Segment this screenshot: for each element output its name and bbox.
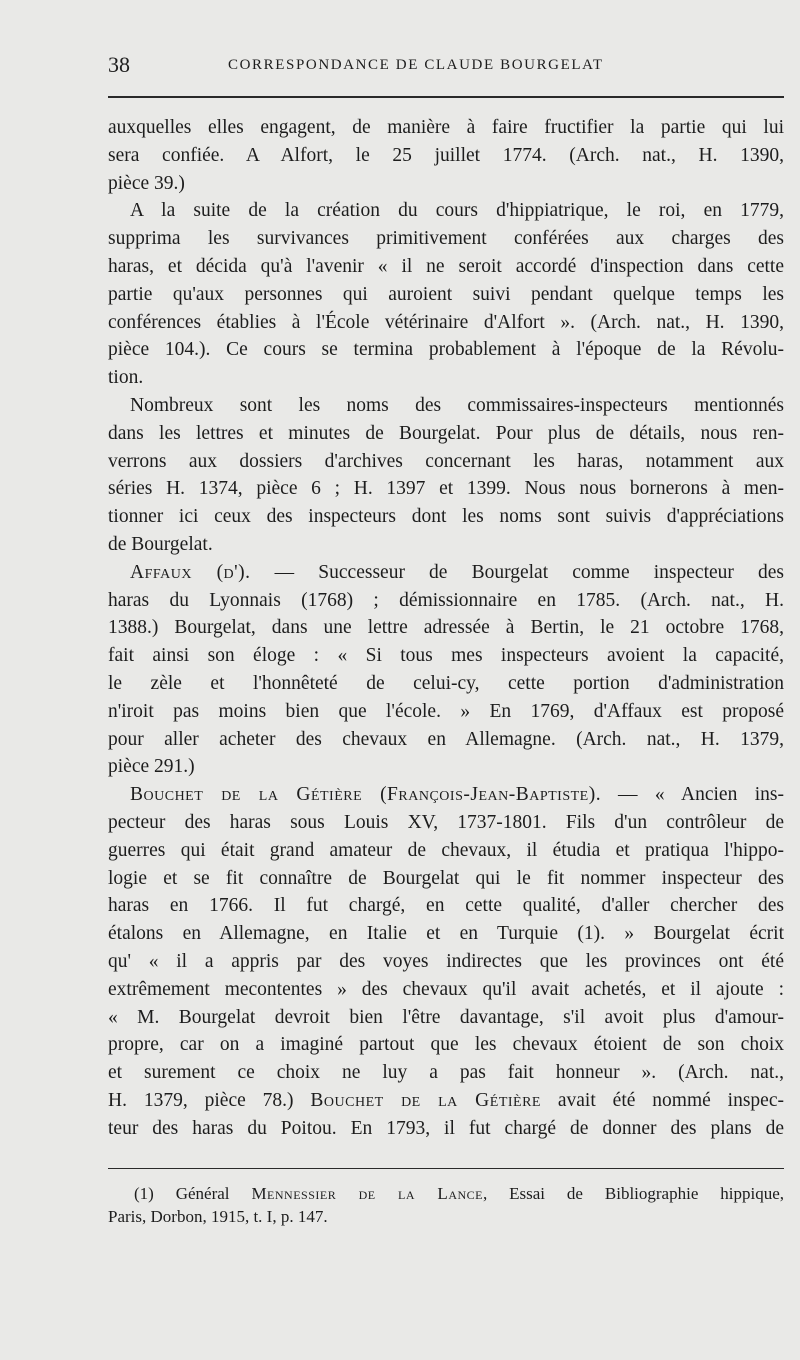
- text-run: . — « Ancien ins-: [595, 784, 784, 806]
- text-run: de Bourgelat.: [108, 533, 213, 555]
- text-line: [108, 392, 784, 420]
- name-smallcaps: Mennessier de la Lance: [251, 1184, 483, 1203]
- text-run: conférences établies à l'École vétérinaire d'Alfort ». (Arch. nat., H. 1390,: [108, 311, 784, 333]
- text-line: [108, 948, 784, 976]
- text-line: [108, 170, 784, 198]
- text-line: [108, 142, 784, 170]
- text-line: [108, 892, 784, 920]
- text-run: (1) Général: [134, 1184, 252, 1203]
- text-line: [108, 753, 784, 781]
- text-run: auxquelles elles engagent, de manière à faire fructifier la partie qui lui: [108, 117, 784, 138]
- text-run: avait été nommé inspec-: [540, 1089, 784, 1111]
- text-run: fait ainsi son éloge : « Si tous mes inspecteurs avoient la capacité,: [108, 645, 784, 667]
- text-line: [108, 1031, 784, 1059]
- text-run: pour aller acheter des chevaux en Allemagne. (Arch. nat., H. 1379,: [108, 728, 784, 750]
- text-run: teur des haras du Poitou. En 1793, il fut chargé de donner des plans de: [108, 1117, 784, 1139]
- text-line: [108, 781, 784, 809]
- text-run: — Successeur de Bourgelat comme inspecteur des: [250, 561, 785, 583]
- text-line: [108, 503, 784, 531]
- text-run: pièce 291.): [108, 756, 195, 778]
- text-run: extrêmement mecontentes » des chevaux qu'il avait achetés, et il ajoute :: [108, 978, 784, 1000]
- text-line: [108, 336, 784, 364]
- page-number: 38: [108, 52, 130, 77]
- text-run: dans les lettres et minutes de Bourgelat. Pour plus de détails, nous ren-: [108, 422, 784, 444]
- text-run: pièce 104.). Ce cours se termina probablement à l'époque de la Révolu-: [108, 339, 784, 361]
- text-line: [108, 1059, 784, 1087]
- text-run: haras en 1766. Il fut chargé, en cette qualité, d'aller chercher des: [108, 895, 784, 917]
- text-line: [108, 698, 784, 726]
- text-run: guerres qui était grand amateur de chevaux, il étudia et pratiqua l'hippo-: [108, 839, 784, 861]
- text-line: [108, 920, 784, 948]
- name-smallcaps: Affaux (d').: [130, 561, 251, 583]
- text-run: et surement ce choix ne luy a pas fait honneur ». (Arch. nat.,: [108, 1062, 784, 1084]
- text-run: 1388.) Bourgelat, dans une lettre adressée à Bertin, le 21 octobre 1768,: [108, 617, 784, 639]
- text-run: qu' « il a appris par des voyes indirectes que les provinces ont été: [108, 950, 784, 972]
- text-run: étalons en Allemagne, en Italie et en Turquie (1). » Bourgelat écrit: [108, 923, 784, 945]
- footnote: [108, 1182, 784, 1228]
- body-text: [108, 114, 784, 1142]
- text-run: pecteur des haras sous Louis XV, 1737-1801. Fils d'un contrôleur de: [108, 811, 784, 833]
- running-title: CORRESPONDANCE DE CLAUDE BOURGELAT: [228, 57, 604, 73]
- text-line: [108, 865, 784, 893]
- name-smallcaps: Bouchet de la Gétière (François-Jean-Baptiste): [130, 784, 596, 806]
- text-line: [108, 726, 784, 754]
- text-line: [108, 475, 784, 503]
- text-run: partie qu'aux personnes qui auroient suivi pendant quelque temps les: [108, 283, 784, 305]
- footnote-line: [108, 1182, 784, 1205]
- running-header: [108, 52, 784, 82]
- text-run: supprima les survivances primitivement conférées aux charges des: [108, 228, 784, 250]
- text-line: [108, 364, 784, 392]
- text-run: haras, et décida qu'à l'avenir « il ne seroit accordé d'inspection dans cette: [108, 255, 784, 277]
- text-line: [108, 531, 784, 559]
- text-run: n'iroit pas moins bien que l'école. » En 1769, d'Affaux est proposé: [108, 700, 784, 722]
- text-line: [108, 225, 784, 253]
- text-line: [108, 587, 784, 615]
- footnote-rule: [108, 1168, 784, 1169]
- text-run: propre, car on a imaginé partout que les chevaux étoient de son choix: [108, 1034, 784, 1056]
- text-line: [108, 1087, 784, 1115]
- text-line: [108, 559, 784, 587]
- text-run: Nombreux sont les noms des commissaires-inspecteurs mentionnés: [130, 394, 784, 416]
- text-line: [108, 281, 784, 309]
- text-run: verrons aux dossiers d'archives concernant les haras, notamment aux: [108, 450, 784, 472]
- text-run: tion.: [108, 367, 144, 389]
- text-run: « M. Bourgelat devroit bien l'être davantage, s'il avoit plus d'amour-: [108, 1006, 784, 1028]
- text-run: le zèle et l'honnêteté de celui-cy, cette portion d'administration: [108, 672, 784, 694]
- text-run: A la suite de la création du cours d'hippiatrique, le roi, en 1779,: [130, 200, 784, 222]
- text-line: [108, 670, 784, 698]
- text-line: [108, 642, 784, 670]
- text-run: tionner ici ceux des inspecteurs dont les noms sont suivis d'appréciations: [108, 506, 784, 528]
- text-run: séries H. 1374, pièce 6 ; H. 1397 et 1399. Nous nous bornerons à men-: [108, 478, 784, 500]
- header-rule: [108, 96, 784, 98]
- text-line: [108, 1115, 784, 1143]
- text-run: sera confiée. A Alfort, le 25 juillet 1774. (Arch. nat., H. 1390,: [108, 144, 784, 166]
- text-run: logie et se fit connaître de Bourgelat qui le fit nommer inspecteur des: [108, 867, 784, 889]
- text-line: [108, 976, 784, 1004]
- text-line: [108, 114, 784, 142]
- text-line: [108, 197, 784, 225]
- text-line: [108, 309, 784, 337]
- text-run: Paris, Dorbon, 1915, t. I, p. 147.: [108, 1207, 328, 1226]
- text-run: H. 1379, pièce 78.): [108, 1089, 311, 1111]
- text-run: , Essai de Bibliographie hippique,: [482, 1184, 785, 1203]
- text-line: [108, 614, 784, 642]
- text-run: haras du Lyonnais (1768) ; démissionnaire en 1785. (Arch. nat., H.: [108, 589, 784, 611]
- text-line: [108, 253, 784, 281]
- text-line: [108, 809, 784, 837]
- footnote-line: [108, 1205, 784, 1228]
- name-smallcaps: Bouchet de la Gétière: [310, 1089, 541, 1111]
- text-line: [108, 420, 784, 448]
- text-line: [108, 448, 784, 476]
- text-line: [108, 837, 784, 865]
- text-run: pièce 39.): [108, 172, 185, 194]
- text-line: [108, 1004, 784, 1032]
